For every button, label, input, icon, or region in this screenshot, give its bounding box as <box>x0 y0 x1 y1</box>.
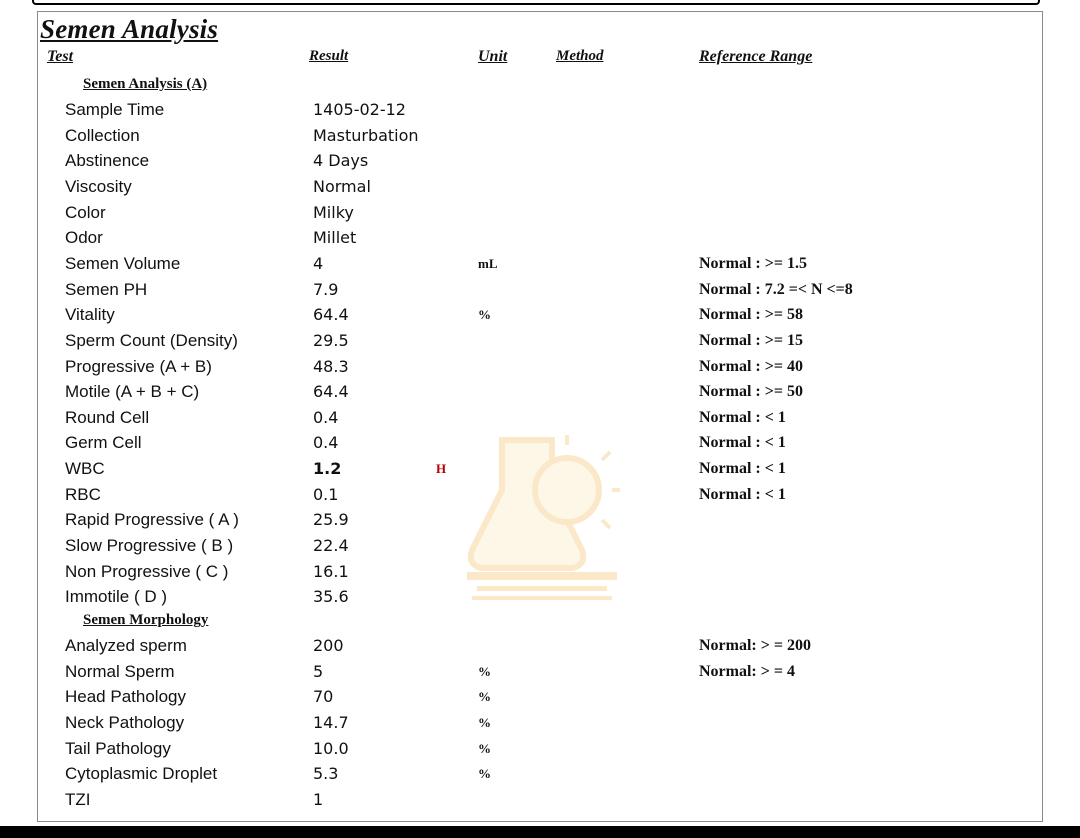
test-result: Millet <box>313 228 357 248</box>
report-title: Semen Analysis <box>40 14 219 44</box>
table-row <box>0 201 1080 225</box>
test-result: 0.1 <box>313 484 339 504</box>
test-name: Semen Volume <box>65 253 181 273</box>
table-row <box>0 278 1080 302</box>
test-result: 14.7 <box>313 712 349 732</box>
table-row <box>0 329 1080 353</box>
reference-range: Normal : >= 40 <box>699 357 803 375</box>
reference-range: Normal : >= 58 <box>699 306 803 324</box>
test-result: 4 <box>313 253 324 273</box>
test-result: 35.6 <box>313 587 349 607</box>
reference-range: Normal : < 1 <box>699 408 786 426</box>
test-name: Color <box>65 202 106 222</box>
test-result: 22.4 <box>313 536 349 556</box>
table-row <box>0 175 1080 199</box>
test-result: 29.5 <box>313 330 349 350</box>
test-name: Sample Time <box>65 100 165 119</box>
test-name: Normal Sperm <box>65 661 175 681</box>
test-name: Vitality <box>65 305 115 325</box>
reference-range: Normal : < 1 <box>699 460 786 478</box>
test-name: WBC <box>65 459 105 479</box>
table-row <box>0 406 1080 430</box>
test-name: Round Cell <box>65 407 150 427</box>
table-row <box>0 788 1080 812</box>
table-row <box>0 226 1080 250</box>
table-row <box>0 737 1080 761</box>
test-result: 200 <box>313 636 344 655</box>
reference-range: Normal : >= 1.5 <box>699 254 807 272</box>
test-unit: % <box>478 740 491 756</box>
reference-range: Normal : < 1 <box>699 434 786 452</box>
table-row <box>0 431 1080 455</box>
table-row <box>0 483 1080 507</box>
test-result: Masturbation <box>313 125 419 145</box>
test-result: 70 <box>313 687 334 707</box>
test-result: Normal <box>313 176 371 196</box>
test-name: Slow Progressive ( B ) <box>65 536 234 556</box>
test-unit: % <box>478 307 491 323</box>
table-row <box>0 149 1080 173</box>
table-row <box>0 124 1080 148</box>
column-header-reference-range: Reference Range <box>699 48 813 65</box>
test-result: 7.9 <box>313 279 339 299</box>
test-result: 64.4 <box>313 305 349 325</box>
test-name: Viscosity <box>65 176 132 196</box>
test-name: Abstinence <box>65 151 150 171</box>
test-result: 16.1 <box>313 561 349 581</box>
test-name: Cytoplasmic Droplet <box>65 764 218 784</box>
table-row <box>0 98 1080 122</box>
column-header-result: Result <box>309 48 349 64</box>
test-unit: mL <box>478 255 498 271</box>
top-border-bar <box>32 0 1040 5</box>
reference-range: Normal : >= 50 <box>699 383 803 401</box>
test-name: Progressive (A + B) <box>65 356 212 376</box>
test-result: 1405-02-12 <box>313 100 406 119</box>
test-name: Collection <box>65 125 140 145</box>
reference-range: Normal : >= 15 <box>699 331 803 349</box>
table-row <box>0 660 1080 684</box>
reference-range: Normal : < 1 <box>699 485 786 503</box>
section-heading: Semen Analysis (A) <box>83 76 208 92</box>
test-result: 64.4 <box>313 382 349 402</box>
test-unit: % <box>478 766 491 782</box>
table-row <box>0 762 1080 786</box>
table-row <box>0 380 1080 404</box>
table-row <box>0 303 1080 327</box>
table-row <box>0 508 1080 532</box>
section-heading: Semen Morphology <box>83 612 209 628</box>
reference-range: Normal: > = 200 <box>699 637 811 654</box>
test-result: Milky <box>313 202 354 222</box>
test-result: 0.4 <box>313 407 339 427</box>
table-row <box>0 711 1080 735</box>
table-row <box>0 585 1080 609</box>
result-flag: H <box>436 461 447 477</box>
table-row <box>0 685 1080 709</box>
test-name: Immotile ( D ) <box>65 587 167 607</box>
table-row <box>0 355 1080 379</box>
test-result: 5 <box>313 661 324 681</box>
table-row <box>0 457 1080 481</box>
test-name: Head Pathology <box>65 687 186 707</box>
table-row <box>0 534 1080 558</box>
test-name: Odor <box>65 228 103 248</box>
reference-range: Normal : 7.2 =< N <=8 <box>699 280 853 298</box>
test-name: RBC <box>65 484 101 504</box>
table-row <box>0 560 1080 584</box>
column-header-test: Test <box>47 48 74 65</box>
test-name: Neck Pathology <box>65 712 185 732</box>
test-result: 1 <box>313 789 324 809</box>
test-unit: % <box>478 714 491 730</box>
test-name: Motile (A + B + C) <box>65 382 200 402</box>
table-row <box>0 634 1080 658</box>
test-name: Rapid Progressive ( A ) <box>65 510 239 530</box>
test-name: Semen PH <box>65 279 148 299</box>
test-result: 25.9 <box>313 510 349 530</box>
test-result: 5.3 <box>313 764 339 784</box>
test-name: Analyzed sperm <box>65 636 187 655</box>
test-result: 0.4 <box>313 433 339 453</box>
table-row <box>0 252 1080 276</box>
test-name: Tail Pathology <box>65 738 171 758</box>
column-header-unit: Unit <box>478 48 508 65</box>
test-unit: % <box>478 663 491 679</box>
test-result: 48.3 <box>313 356 349 376</box>
column-header-method: Method <box>556 48 604 64</box>
test-result: 10.0 <box>313 738 349 758</box>
bottom-border-bar <box>0 826 1080 838</box>
test-name: Non Progressive ( C ) <box>65 561 229 581</box>
test-name: TZI <box>65 789 91 809</box>
test-name: Sperm Count (Density) <box>65 330 238 350</box>
reference-range: Normal: > = 4 <box>699 662 795 680</box>
test-name: Germ Cell <box>65 433 142 453</box>
test-unit: % <box>478 689 491 705</box>
test-result: 4 Days <box>313 151 369 171</box>
test-result: 1.2 <box>313 459 342 479</box>
